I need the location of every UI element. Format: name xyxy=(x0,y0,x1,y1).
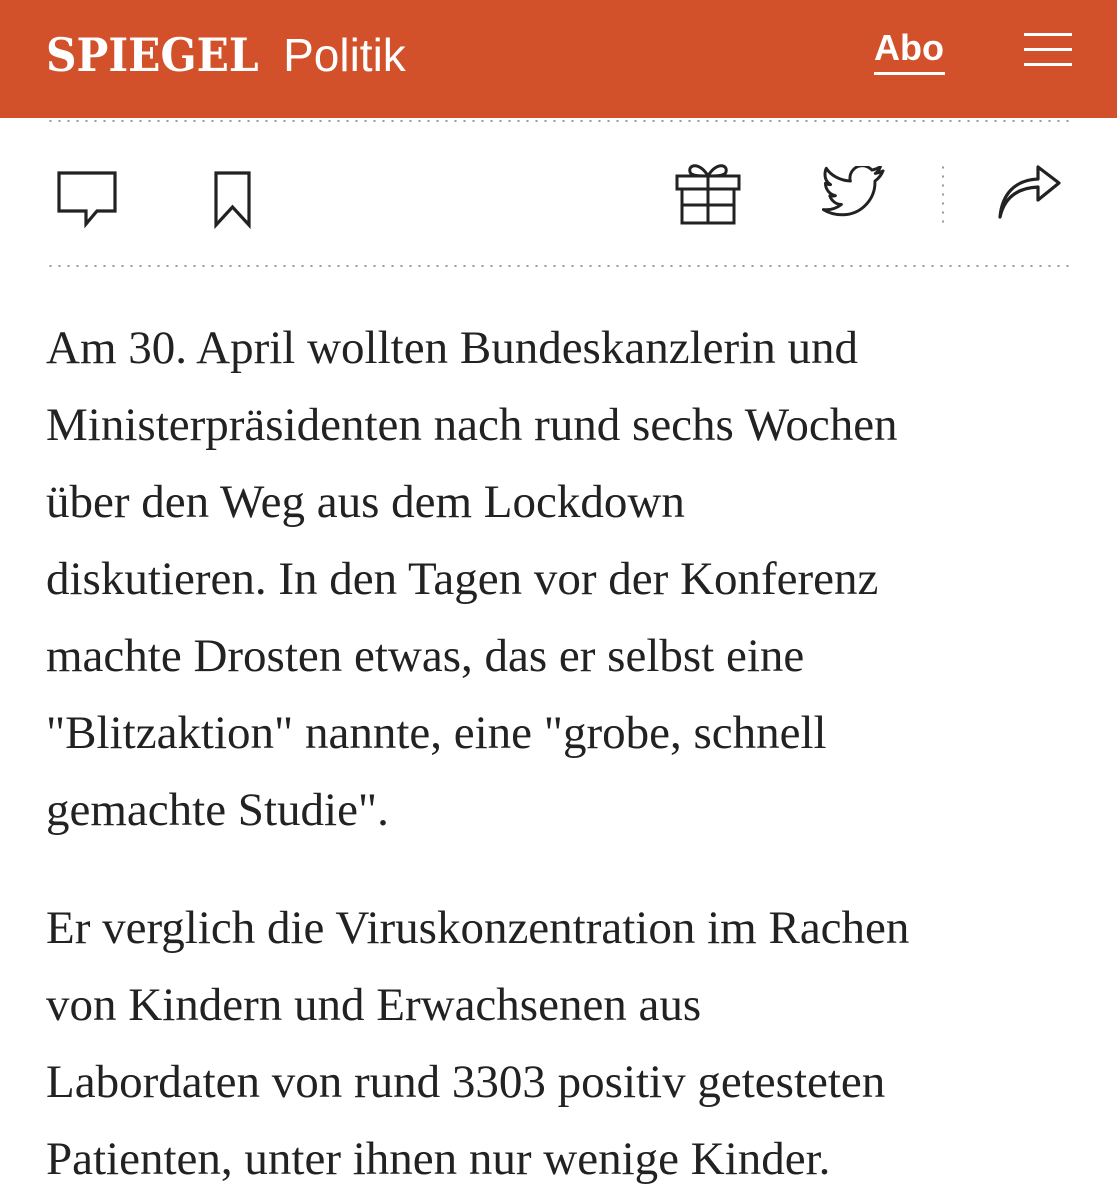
paragraph-line: "Blitzaktion" nannte, eine "grobe, schnell xyxy=(46,707,827,759)
bookmark-icon[interactable] xyxy=(211,170,255,230)
site-header xyxy=(0,0,1117,118)
section-title[interactable]: Politik xyxy=(283,29,406,81)
divider-top xyxy=(46,120,1070,122)
paragraph-line: von Kindern und Erwachsenen aus xyxy=(46,979,702,1031)
subscribe-link-underline xyxy=(874,72,945,75)
toolbar-separator xyxy=(942,163,944,227)
spiegel-logo[interactable]: SPIEGEL xyxy=(46,28,259,82)
paragraph-line: gemachte Studie". xyxy=(46,784,389,836)
divider-bottom xyxy=(46,265,1070,267)
gift-icon[interactable] xyxy=(674,158,742,228)
brand[interactable] xyxy=(46,20,406,90)
comment-icon[interactable] xyxy=(56,170,118,230)
paragraph-line: Er verglich die Viruskonzentration im Rachen xyxy=(46,902,910,954)
menu-bar xyxy=(1024,33,1072,36)
menu-bar xyxy=(1024,48,1072,51)
subscribe-link[interactable]: Abo xyxy=(874,27,944,68)
paragraph-line: über den Weg aus dem Lockdown xyxy=(46,476,685,528)
twitter-icon[interactable] xyxy=(822,166,890,222)
paragraph-line: machte Drosten etwas, das er selbst eine xyxy=(46,630,805,682)
hamburger-menu-icon[interactable] xyxy=(1024,33,1072,67)
article-paragraph xyxy=(46,310,1086,849)
paragraph-line: diskutieren. In den Tagen vor der Konferenz xyxy=(46,553,879,605)
paragraph-line: Am 30. April wollten Bundeskanzlerin und xyxy=(46,322,858,374)
menu-bar xyxy=(1024,63,1072,66)
paragraph-line: Patienten, unter ihnen nur wenige Kinder. xyxy=(46,1133,831,1185)
share-icon[interactable] xyxy=(996,164,1064,222)
paragraph-line: Ministerpräsidenten nach rund sechs Wochen xyxy=(46,399,898,451)
article-paragraph xyxy=(46,890,1086,1198)
article-body xyxy=(46,310,1086,1200)
paragraph-line: Labordaten von rund 3303 positiv getesteten xyxy=(46,1056,886,1108)
